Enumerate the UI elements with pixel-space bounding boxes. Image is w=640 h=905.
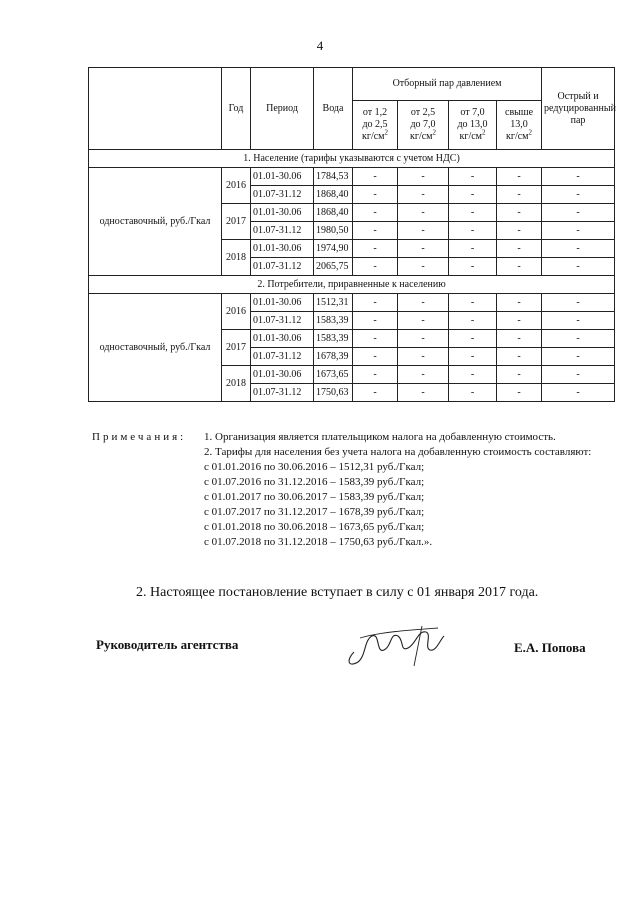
empty-tariff-cell: - <box>449 366 497 384</box>
empty-tariff-cell: - <box>542 330 615 348</box>
notes-label: Примечания: <box>92 431 187 443</box>
empty-tariff-cell: - <box>497 168 542 186</box>
empty-tariff-cell: - <box>449 204 497 222</box>
water-tariff-cell: 1868,40 <box>314 186 353 204</box>
empty-tariff-cell: - <box>353 348 398 366</box>
header-pressure-4: свыше 13,0 $кг/см^2$ <box>497 101 542 150</box>
empty-tariff-cell: - <box>398 240 449 258</box>
period-cell: 01.01-30.06 <box>251 168 314 186</box>
empty-tariff-cell: - <box>497 348 542 366</box>
water-tariff-cell: 1583,39 <box>314 312 353 330</box>
empty-tariff-cell: - <box>398 294 449 312</box>
period-cell: 01.07-31.12 <box>251 384 314 402</box>
signatory-name: Е.А. Попова <box>514 640 586 655</box>
empty-tariff-cell: - <box>542 258 615 276</box>
period-cell: 01.07-31.12 <box>251 348 314 366</box>
header-blank <box>89 68 222 150</box>
empty-tariff-cell: - <box>353 204 398 222</box>
year-cell: 2016 <box>222 168 251 204</box>
period-cell: 01.01-30.06 <box>251 240 314 258</box>
empty-tariff-cell: - <box>542 348 615 366</box>
empty-tariff-cell: - <box>353 240 398 258</box>
empty-tariff-cell: - <box>542 204 615 222</box>
empty-tariff-cell: - <box>449 384 497 402</box>
tariff-type-label: одноставочный, руб./Гкал <box>89 294 222 402</box>
water-tariff-cell: 2065,75 <box>314 258 353 276</box>
empty-tariff-cell: - <box>497 204 542 222</box>
empty-tariff-cell: - <box>398 186 449 204</box>
water-tariff-cell: 1583,39 <box>314 330 353 348</box>
period-cell: 01.07-31.12 <box>251 258 314 276</box>
header-pressure-3: от 7,0 до 13,0 $кг/см^2$ <box>449 101 497 150</box>
header-period: Период <box>251 68 314 150</box>
empty-tariff-cell: - <box>398 258 449 276</box>
empty-tariff-cell: - <box>398 222 449 240</box>
water-tariff-cell: 1974,90 <box>314 240 353 258</box>
handwritten-signature <box>340 618 450 670</box>
year-cell: 2016 <box>222 294 251 330</box>
empty-tariff-cell: - <box>542 186 615 204</box>
empty-tariff-cell: - <box>497 384 542 402</box>
note-item: с 01.01.2018 по 30.06.2018 – 1673,65 руб./Гкал; <box>204 521 425 533</box>
empty-tariff-cell: - <box>398 348 449 366</box>
water-tariff-cell: 1980,50 <box>314 222 353 240</box>
header-pressure-1: от 1,2 до 2,5 $кг/см^2$ <box>353 101 398 150</box>
year-cell: 2018 <box>222 240 251 276</box>
empty-tariff-cell: - <box>497 222 542 240</box>
note-item: 1. Организация является плательщиком налога на добавленную стоимость. <box>204 431 556 443</box>
empty-tariff-cell: - <box>353 294 398 312</box>
section-title: 1. Население (тарифы указываются с учетом НДС) <box>89 150 615 168</box>
period-cell: 01.07-31.12 <box>251 222 314 240</box>
empty-tariff-cell: - <box>497 366 542 384</box>
empty-tariff-cell: - <box>542 366 615 384</box>
tariff-type-label: одноставочный, руб./Гкал <box>89 168 222 276</box>
empty-tariff-cell: - <box>542 240 615 258</box>
empty-tariff-cell: - <box>398 330 449 348</box>
empty-tariff-cell: - <box>449 330 497 348</box>
empty-tariff-cell: - <box>449 294 497 312</box>
empty-tariff-cell: - <box>353 222 398 240</box>
empty-tariff-cell: - <box>449 348 497 366</box>
water-tariff-cell: 1868,40 <box>314 204 353 222</box>
empty-tariff-cell: - <box>398 168 449 186</box>
section-row <box>89 276 615 294</box>
table-row <box>89 294 615 312</box>
note-item: 2. Тарифы для населения без учета налога на добавленную стоимость составляют: <box>204 446 592 458</box>
signatory-role: Руководитель агентства <box>96 637 239 652</box>
header-sharp-steam: Острый и редуцированный пар <box>542 68 615 150</box>
empty-tariff-cell: - <box>449 186 497 204</box>
header-year: Год <box>222 68 251 150</box>
empty-tariff-cell: - <box>497 186 542 204</box>
empty-tariff-cell: - <box>353 330 398 348</box>
year-cell: 2017 <box>222 330 251 366</box>
section-row <box>89 150 615 168</box>
empty-tariff-cell: - <box>353 384 398 402</box>
period-cell: 01.01-30.06 <box>251 366 314 384</box>
note-item: с 01.01.2016 по 30.06.2016 – 1512,31 руб./Гкал; <box>204 461 425 473</box>
empty-tariff-cell: - <box>398 204 449 222</box>
water-tariff-cell: 1678,39 <box>314 348 353 366</box>
empty-tariff-cell: - <box>353 186 398 204</box>
period-cell: 01.01-30.06 <box>251 204 314 222</box>
empty-tariff-cell: - <box>497 294 542 312</box>
note-item: с 01.07.2018 по 31.12.2018 – 1750,63 руб./Гкал.». <box>204 536 433 548</box>
tariff-table <box>88 67 615 402</box>
empty-tariff-cell: - <box>449 240 497 258</box>
header-steam: Отборный пар давлением <box>353 68 542 101</box>
empty-tariff-cell: - <box>353 366 398 384</box>
water-tariff-cell: 1750,63 <box>314 384 353 402</box>
year-cell: 2017 <box>222 204 251 240</box>
empty-tariff-cell: - <box>497 330 542 348</box>
note-item: с 01.07.2016 по 31.12.2016 – 1583,39 руб./Гкал; <box>204 476 425 488</box>
empty-tariff-cell: - <box>449 222 497 240</box>
header-water: Вода <box>314 68 353 150</box>
empty-tariff-cell: - <box>542 222 615 240</box>
period-cell: 01.07-31.12 <box>251 186 314 204</box>
empty-tariff-cell: - <box>497 312 542 330</box>
empty-tariff-cell: - <box>542 294 615 312</box>
section-title: 2. Потребители, приравненные к населению <box>89 276 615 294</box>
empty-tariff-cell: - <box>497 258 542 276</box>
note-item: с 01.01.2017 по 30.06.2017 – 1583,39 руб./Гкал; <box>204 491 425 503</box>
empty-tariff-cell: - <box>398 312 449 330</box>
year-cell: 2018 <box>222 366 251 402</box>
empty-tariff-cell: - <box>353 168 398 186</box>
empty-tariff-cell: - <box>497 240 542 258</box>
empty-tariff-cell: - <box>449 312 497 330</box>
period-cell: 01.01-30.06 <box>251 330 314 348</box>
note-item: с 01.07.2017 по 31.12.2017 – 1678,39 руб./Гкал; <box>204 506 425 518</box>
period-cell: 01.01-30.06 <box>251 294 314 312</box>
water-tariff-cell: 1784,53 <box>314 168 353 186</box>
header-pressure-2: от 2,5 до 7,0 $кг/см^2$ <box>398 101 449 150</box>
empty-tariff-cell: - <box>542 312 615 330</box>
empty-tariff-cell: - <box>542 384 615 402</box>
notes-body <box>204 430 606 550</box>
water-tariff-cell: 1673,65 <box>314 366 353 384</box>
empty-tariff-cell: - <box>542 168 615 186</box>
period-cell: 01.07-31.12 <box>251 312 314 330</box>
empty-tariff-cell: - <box>398 366 449 384</box>
table-row <box>89 168 615 186</box>
empty-tariff-cell: - <box>449 168 497 186</box>
empty-tariff-cell: - <box>353 312 398 330</box>
water-tariff-cell: 1512,31 <box>314 294 353 312</box>
empty-tariff-cell: - <box>353 258 398 276</box>
empty-tariff-cell: - <box>398 384 449 402</box>
empty-tariff-cell: - <box>449 258 497 276</box>
resolution-text: 2. Настоящее постановление вступает в силу с 01 января 2017 года. <box>136 585 539 600</box>
page-number: 4 <box>316 38 324 53</box>
